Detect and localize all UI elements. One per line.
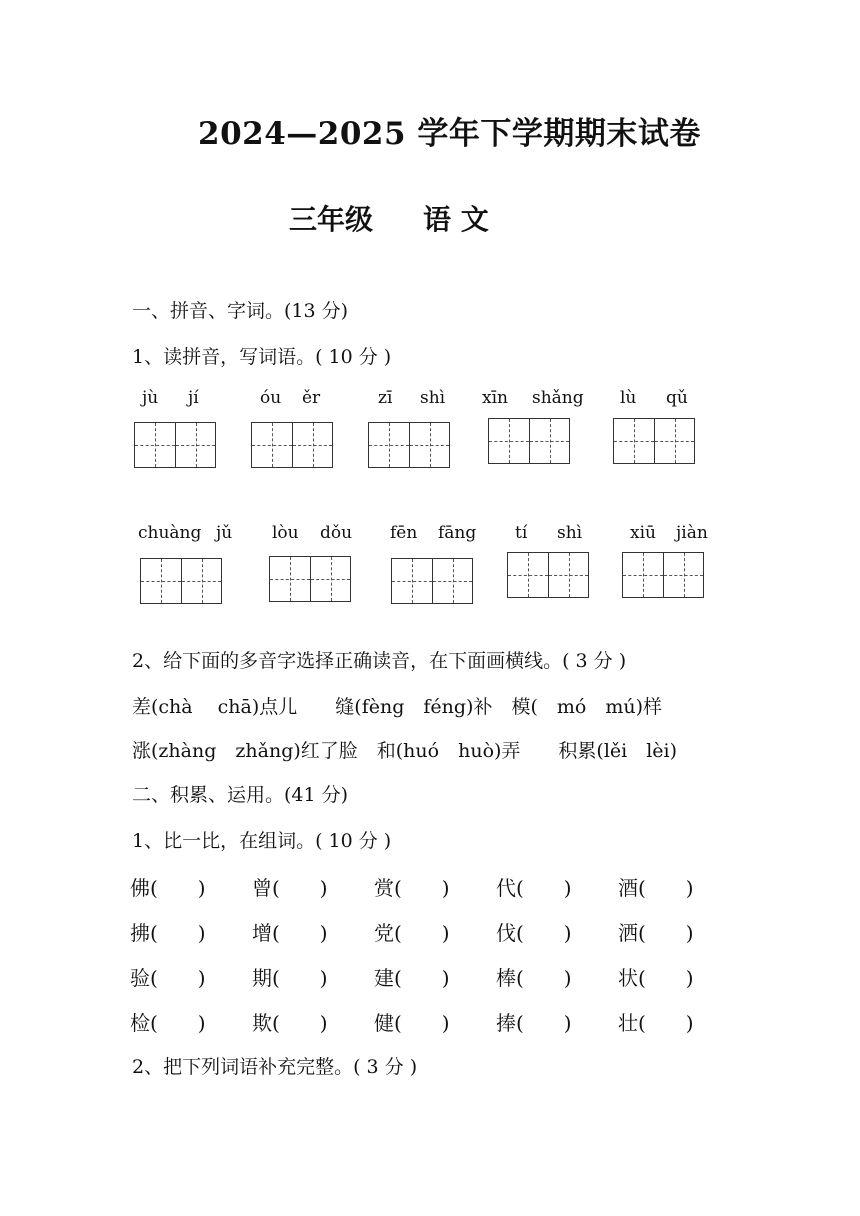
compare-item: 佛( ) — [130, 876, 206, 900]
pinyin: fēn — [390, 523, 418, 543]
compare-item: 酒( ) — [618, 876, 694, 900]
writing-grid[interactable] — [613, 418, 695, 464]
writing-grid[interactable] — [622, 552, 704, 598]
compare-item: 棒( ) — [496, 966, 572, 990]
exam-title: 2024—2025 学年下学期期末试卷 — [198, 116, 701, 152]
subject-label: 语 文 — [423, 203, 489, 236]
pinyin: jù — [142, 388, 159, 408]
writing-grid[interactable] — [269, 556, 351, 602]
pinyin: xīn — [482, 388, 508, 408]
compare-item: 建( ) — [374, 966, 450, 990]
compare-row — [130, 872, 740, 901]
compare-item: 捧( ) — [496, 1011, 572, 1035]
writing-grid[interactable] — [391, 558, 473, 604]
pinyin: xiū — [630, 523, 656, 543]
compare-item: 欺( ) — [252, 1011, 328, 1035]
compare-item: 验( ) — [130, 966, 206, 990]
pinyin: zī — [378, 388, 393, 408]
q1-heading: 1、读拼音，写词语。( 10 分 ) — [132, 346, 392, 368]
pinyin: fāng — [438, 523, 477, 543]
compare-item: 状( ) — [618, 966, 694, 990]
writing-grid[interactable] — [368, 422, 450, 468]
compare-item: 曾( ) — [252, 876, 328, 900]
exam-subtitle — [289, 198, 489, 238]
polyphone-line-2: 涨(zhàng zhǎng)红了脸 和(huó huò)弄 积累(lěi lèi) — [132, 740, 678, 762]
pinyin: óu — [260, 388, 282, 408]
pinyin: jí — [188, 388, 199, 408]
writing-grid[interactable] — [488, 418, 570, 464]
compare-row — [130, 962, 740, 991]
s2-q1-heading: 1、比一比，在组词。( 10 分 ) — [132, 830, 392, 852]
pinyin: dǒu — [320, 523, 353, 543]
compare-row — [130, 917, 740, 946]
compare-item: 增( ) — [252, 921, 328, 945]
compare-item: 检( ) — [130, 1011, 206, 1035]
pinyin: chuàng — [138, 523, 202, 543]
compare-item: 洒( ) — [618, 921, 694, 945]
pinyin: jiàn — [676, 523, 708, 543]
pinyin: shì — [420, 388, 446, 408]
pinyin: shǎng — [532, 388, 584, 408]
compare-item: 代( ) — [496, 876, 572, 900]
compare-item: 赏( ) — [374, 876, 450, 900]
pinyin: lù — [620, 388, 637, 408]
compare-item: 拂( ) — [130, 921, 206, 945]
compare-item: 伐( ) — [496, 921, 572, 945]
pinyin: lòu — [272, 523, 299, 543]
compare-item: 健( ) — [374, 1011, 450, 1035]
compare-item: 壮( ) — [618, 1011, 694, 1035]
pinyin: jǔ — [216, 523, 233, 543]
s2-q2-heading: 2、把下列词语补充完整。( 3 分 ) — [132, 1056, 418, 1078]
section1-heading: 一、拼音、字词。(13 分) — [132, 300, 349, 322]
polyphone-line-1: 差(chà chā)点儿 缝(fèng féng)补 模( mó mú)样 — [132, 696, 662, 718]
pinyin: ěr — [302, 388, 321, 408]
grade-label: 三年级 — [289, 203, 374, 236]
writing-grid[interactable] — [140, 558, 222, 604]
compare-row — [130, 1007, 740, 1036]
writing-grid[interactable] — [134, 422, 216, 468]
q2-heading: 2、给下面的多音字选择正确读音，在下面画横线。( 3 分 ) — [132, 650, 627, 672]
section2-heading: 二、积累、运用。(41 分) — [132, 784, 349, 806]
pinyin: qǔ — [666, 388, 688, 408]
compare-item: 期( ) — [252, 966, 328, 990]
writing-grid[interactable] — [507, 552, 589, 598]
writing-grid[interactable] — [251, 422, 333, 468]
pinyin: tí — [515, 523, 528, 543]
pinyin: shì — [557, 523, 583, 543]
compare-item: 党( ) — [374, 921, 450, 945]
